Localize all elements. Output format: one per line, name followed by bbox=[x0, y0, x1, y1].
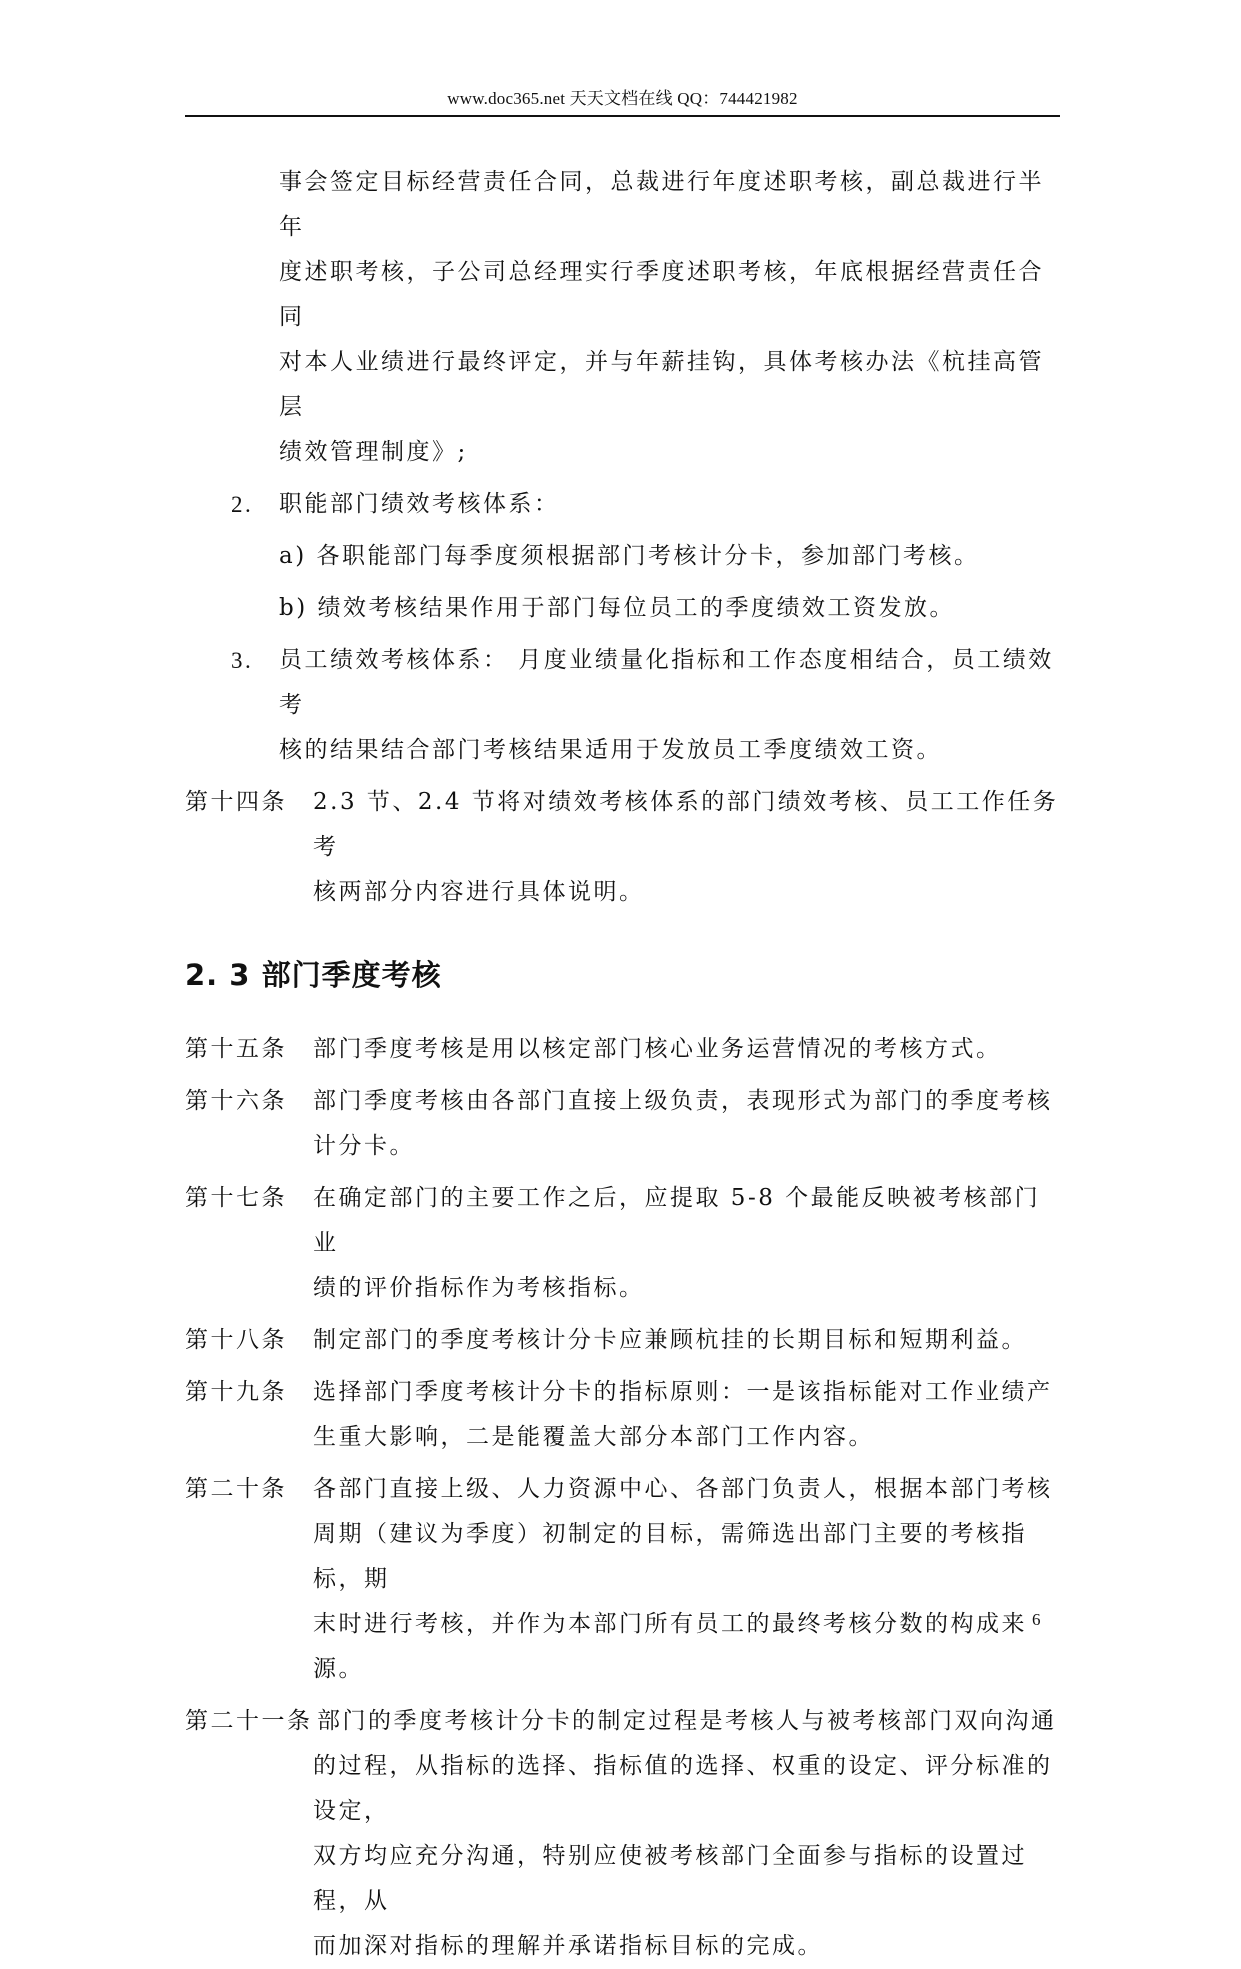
paragraph-line: 事会签定目标经营责任合同，总裁进行年度述职考核，副总裁进行半年 bbox=[279, 169, 1044, 240]
article-label: 第十六条 bbox=[185, 1088, 287, 1114]
article-item bbox=[185, 1370, 1060, 1460]
article-line: 末时进行考核，并作为本部门所有员工的最终考核分数的构成来源。 bbox=[313, 1611, 1027, 1682]
article-list bbox=[185, 1027, 1060, 1969]
item-number: 2. bbox=[231, 492, 254, 517]
article-item bbox=[185, 1318, 1060, 1363]
article-label: 第十九条 bbox=[185, 1379, 287, 1405]
article-14 bbox=[185, 780, 1060, 915]
article-line: 双方均应充分沟通，特别应使被考核部门全面参与指标的设置过程，从 bbox=[313, 1843, 1027, 1914]
article-line: 的过程，从指标的选择、指标值的选择、权重的设定、评分标准的设定， bbox=[313, 1753, 1053, 1824]
header-divider bbox=[185, 115, 1060, 117]
article-line: 绩的评价指标作为考核指标。 bbox=[313, 1275, 645, 1301]
sub-item-a: a) 各职能部门每季度须根据部门考核计分卡，参加部门考核。 bbox=[279, 543, 980, 569]
intro-paragraph bbox=[279, 160, 1060, 475]
article-line: 2.3 节、2.4 节将对绩效考核体系的部门绩效考核、员工工作任务考 bbox=[313, 789, 1059, 860]
article-line: 核两部分内容进行具体说明。 bbox=[313, 879, 645, 905]
article-label: 第十五条 bbox=[185, 1036, 287, 1062]
page-header: www.doc365.net 天天文档在线 QQ：744421982 bbox=[447, 89, 798, 108]
article-line: 各部门直接上级、人力资源中心、各部门负责人，根据本部门考核 bbox=[313, 1476, 1053, 1502]
item-title: 职能部门绩效考核体系： bbox=[279, 491, 560, 517]
article-line: 周期（建议为季度）初制定的目标，需筛选出部门主要的考核指标，期 bbox=[313, 1521, 1027, 1592]
paragraph-line: 对本人业绩进行最终评定，并与年薪挂钩，具体考核办法《杭挂高管层 bbox=[279, 349, 1044, 420]
section-heading: 2. 3 部门季度考核 bbox=[185, 958, 442, 992]
page-number: 6 bbox=[1032, 1610, 1041, 1629]
article-line: 部门的季度考核计分卡的制定过程是考核人与被考核部门双向沟通 bbox=[317, 1708, 1057, 1734]
article-item bbox=[185, 1079, 1060, 1169]
article-item bbox=[185, 1467, 1060, 1692]
article-line: 制定部门的季度考核计分卡应兼顾杭挂的长期目标和短期利益。 bbox=[313, 1327, 1027, 1353]
article-label: 第十七条 bbox=[185, 1185, 287, 1211]
article-line: 部门季度考核是用以核定部门核心业务运营情况的考核方式。 bbox=[313, 1036, 1002, 1062]
article-label: 第二十条 bbox=[185, 1476, 287, 1502]
article-label: 第十八条 bbox=[185, 1327, 287, 1353]
item-number: 3. bbox=[231, 648, 254, 673]
article-line: 选择部门季度考核计分卡的指标原则：一是该指标能对工作业绩产 bbox=[313, 1379, 1053, 1405]
article-line: 而加深对指标的理解并承诺指标目标的完成。 bbox=[313, 1933, 823, 1959]
article-label: 第十四条 bbox=[185, 789, 287, 815]
document-body bbox=[185, 160, 1060, 1969]
article-label: 第二十一条 bbox=[185, 1708, 313, 1734]
numbered-item-3 bbox=[185, 638, 1060, 773]
article-line: 计分卡。 bbox=[313, 1133, 415, 1159]
article-line: 在确定部门的主要工作之后，应提取 5-8 个最能反映被考核部门业 bbox=[313, 1185, 1041, 1256]
paragraph-line: 度述职考核，子公司总经理实行季度述职考核，年底根据经营责任合同 bbox=[279, 259, 1044, 330]
article-line: 部门季度考核由各部门直接上级负责，表现形式为部门的季度考核 bbox=[313, 1088, 1053, 1114]
article-item bbox=[185, 1176, 1060, 1311]
article-item bbox=[185, 1027, 1060, 1072]
item-line: 员工绩效考核体系： 月度业绩量化指标和工作态度相结合，员工绩效考 bbox=[279, 647, 1054, 718]
item-line: 核的结果结合部门考核结果适用于发放员工季度绩效工资。 bbox=[279, 737, 942, 763]
numbered-item-2 bbox=[185, 482, 1060, 527]
article-line: 生重大影响，二是能覆盖大部分本部门工作内容。 bbox=[313, 1424, 874, 1450]
sub-item-b: b) 绩效考核结果作用于部门每位员工的季度绩效工资发放。 bbox=[279, 595, 956, 621]
paragraph-line: 绩效管理制度》; bbox=[279, 439, 468, 465]
article-item bbox=[185, 1699, 1060, 1969]
